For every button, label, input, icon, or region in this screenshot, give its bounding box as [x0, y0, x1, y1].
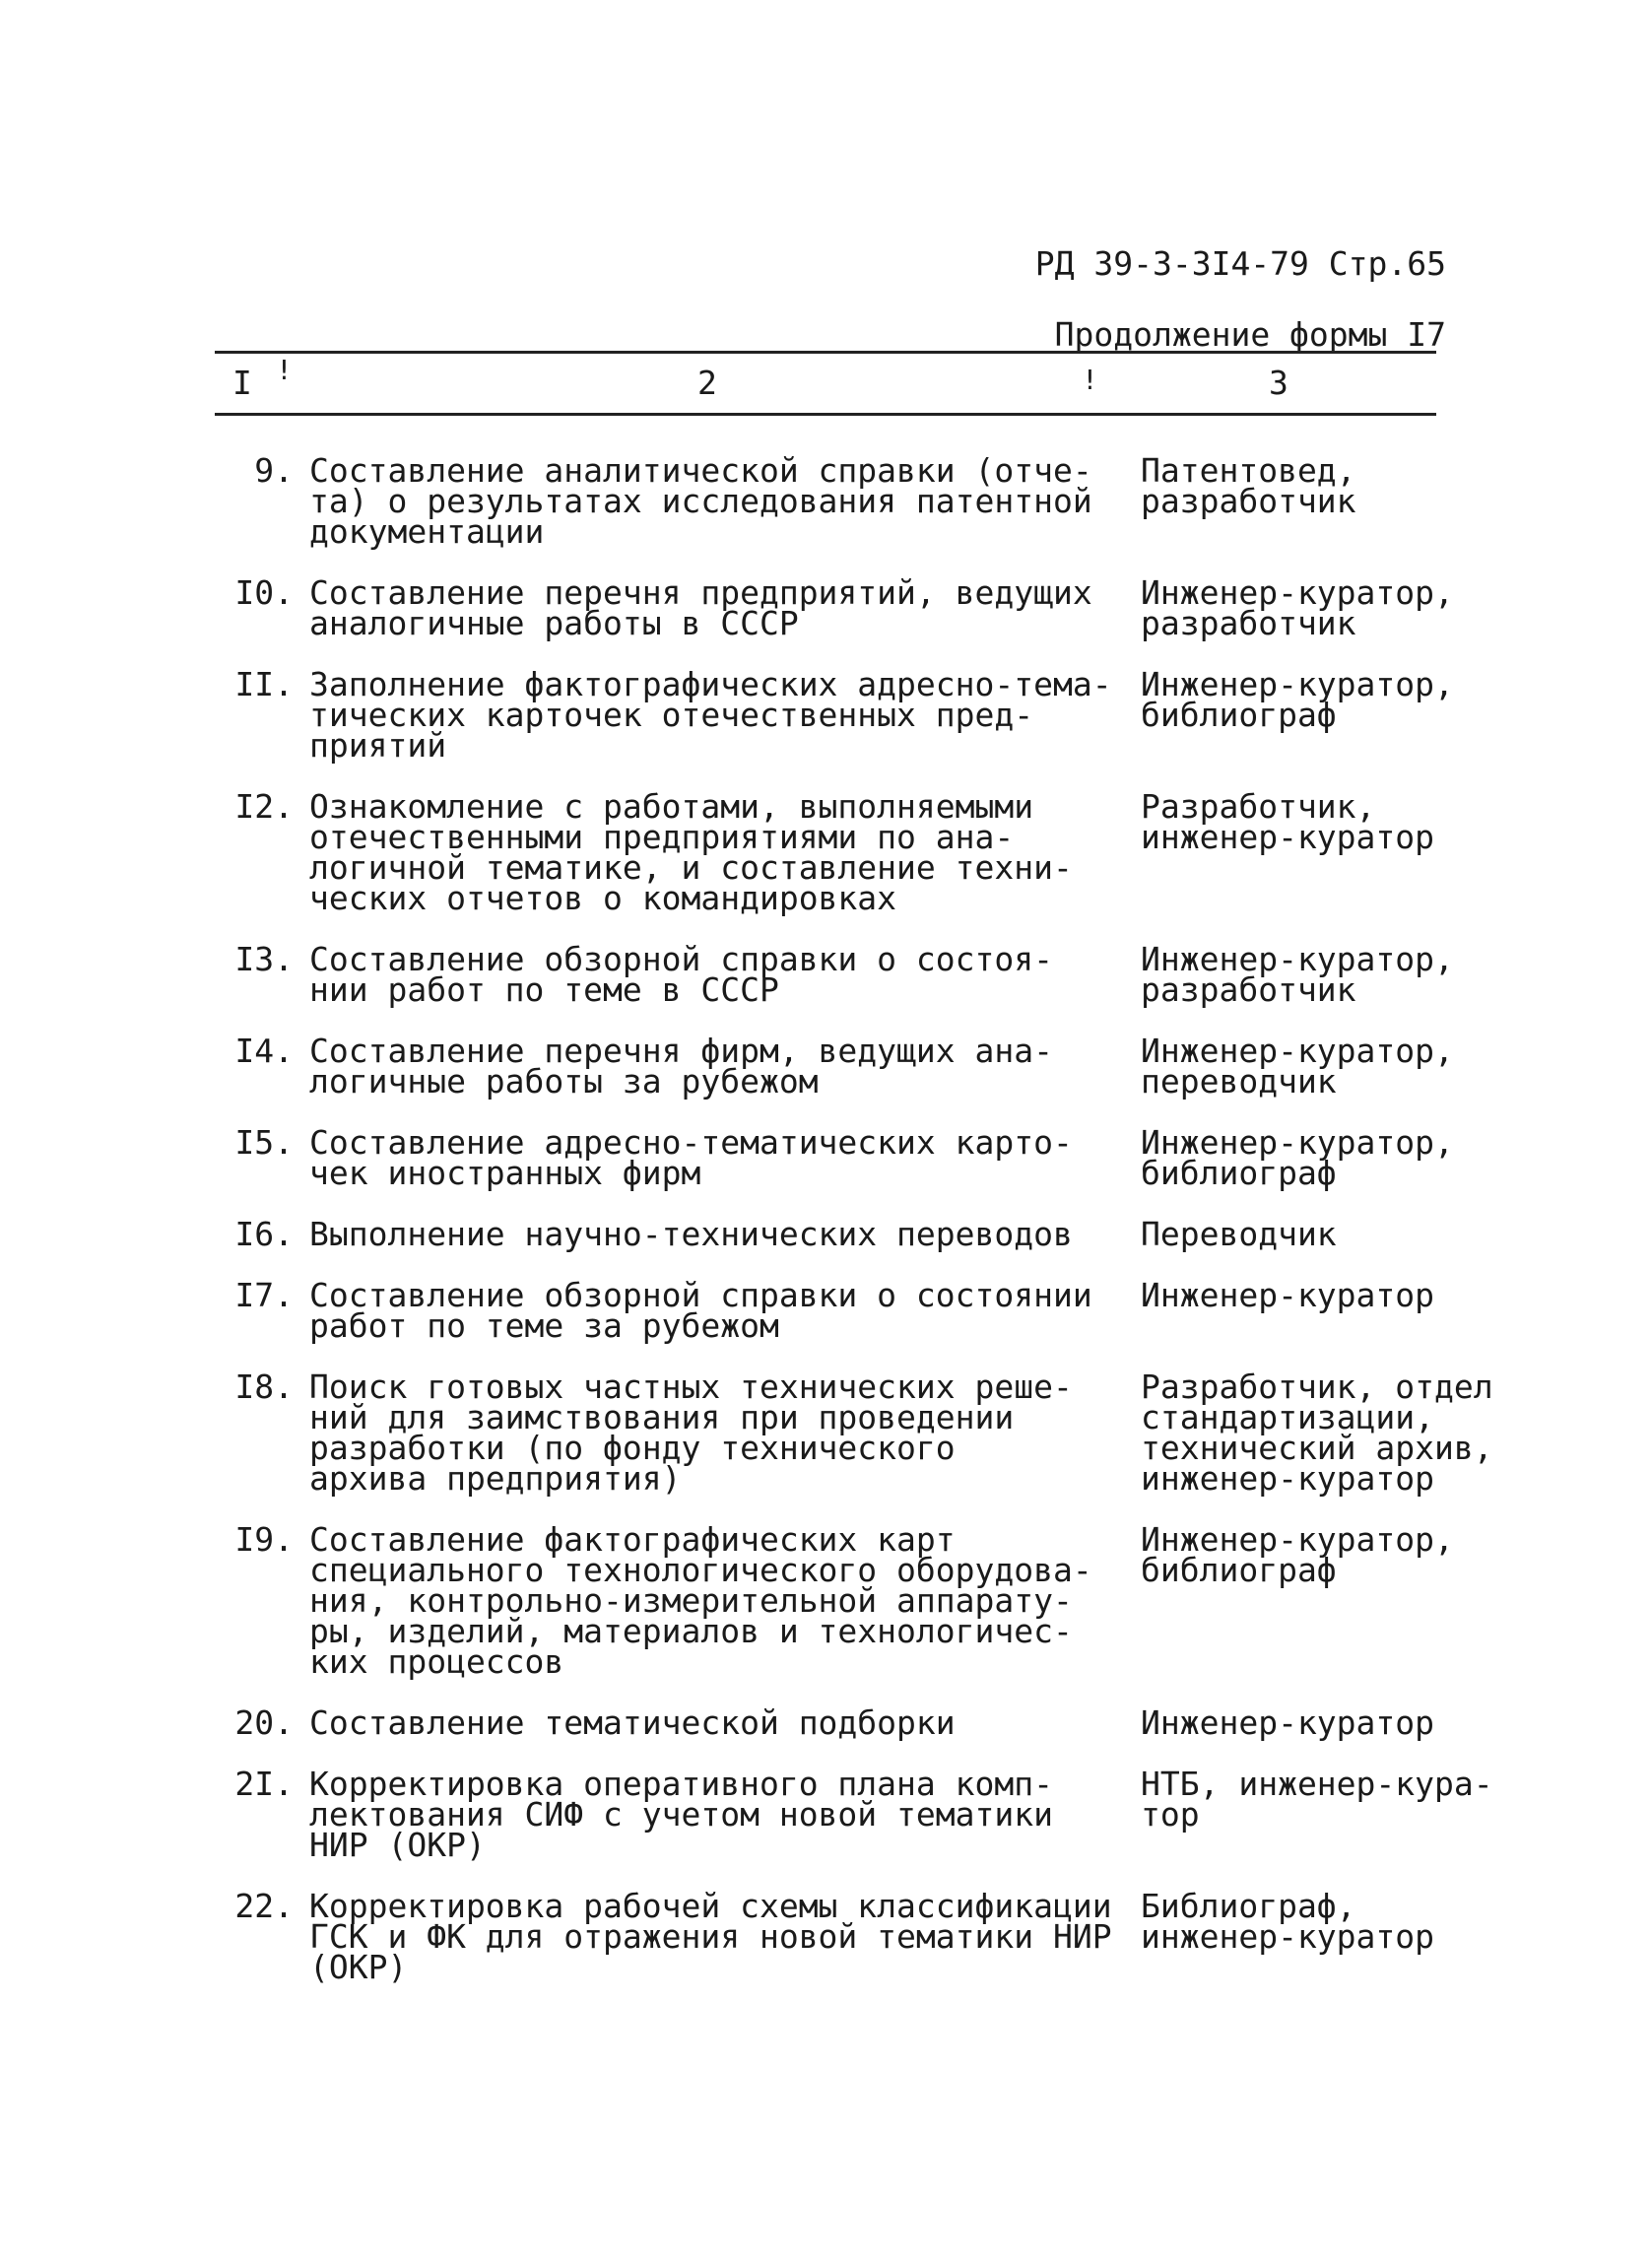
column-separator: !: [276, 354, 293, 386]
executor: Разработчик, отдел стандартизации, технический архив, инженер-куратор: [1141, 1367, 1493, 1498]
row-number: 22.: [234, 1887, 294, 1925]
executor: Инженер-куратор, разработчик: [1141, 573, 1454, 642]
work-description: Составление адресно-тематических карто- чек иностранных фирм: [309, 1123, 1073, 1192]
row-number: 2I.: [234, 1765, 294, 1803]
executor: НТБ, инженер-кура- тор: [1141, 1765, 1493, 1834]
executor: Инженер-куратор, переводчик: [1141, 1032, 1454, 1101]
row-number: 9.: [254, 451, 294, 490]
row-number: I0.: [234, 573, 294, 612]
work-description: Составление аналитической справки (отче- та) о результатах исследования патентной документации: [309, 451, 1092, 551]
table-row: [215, 1215, 1495, 1253]
work-description: Выполнение научно-технических переводов: [309, 1215, 1073, 1253]
column-header-3: 3: [1269, 364, 1288, 402]
row-number: I9.: [234, 1520, 294, 1559]
work-description: Составление перечня предприятий, ведущих аналогичные работы в СССР: [309, 573, 1092, 642]
executor: Инженер-куратор, библиограф: [1141, 665, 1454, 734]
row-number: I7.: [234, 1276, 294, 1314]
row-number: I4.: [234, 1032, 294, 1070]
work-description: Ознакомление с работами, выполняемыми отечественными предприятиями по ана- логичной тематике, и составление техни- ческих отчетов о командировках: [309, 787, 1073, 917]
work-description: Составление фактографических карт специального технологического оборудова- ния, контрольно-измерительной аппарату- ры, изделий, материалов и технологичес- ких процессов: [309, 1520, 1092, 1681]
executor: Разработчик, инженер-куратор: [1141, 787, 1435, 856]
work-description: Составление тематической подборки: [309, 1703, 956, 1742]
table-row: [215, 1765, 1495, 1864]
executor: Инженер-куратор: [1141, 1703, 1435, 1742]
column-header-2: 2: [697, 364, 717, 402]
executor: Переводчик: [1141, 1215, 1337, 1253]
table-row: [215, 1123, 1495, 1192]
row-number: I2.: [234, 787, 294, 826]
row-number: I3.: [234, 940, 294, 978]
form-continuation-label: Продолжение формы I7: [1054, 315, 1446, 354]
row-number: I5.: [234, 1123, 294, 1162]
row-number: I6.: [234, 1215, 294, 1253]
column-header-1: I: [232, 364, 252, 402]
executor: Инженер-куратор, библиограф: [1141, 1123, 1454, 1192]
table-row: [215, 940, 1495, 1009]
table-header: [215, 351, 1436, 416]
table-row: [215, 1032, 1495, 1101]
document-reference: РД 39-3-3I4-79 Стр.65: [1034, 244, 1446, 283]
row-number: II.: [234, 665, 294, 703]
executor: Инженер-куратор: [1141, 1276, 1435, 1314]
page-header: [1035, 229, 1446, 370]
table-row: [215, 573, 1495, 642]
work-description: Составление перечня фирм, ведущих ана- логичные работы за рубежом: [309, 1032, 1053, 1101]
table-row: [215, 787, 1495, 917]
work-description: Составление обзорной справки о состоянии работ по теме за рубежом: [309, 1276, 1092, 1345]
table-row: [215, 451, 1495, 551]
work-description: Заполнение фактографических адресно-тема- тических карточек отечественных пред- приятий: [309, 665, 1112, 765]
table-row: [215, 1887, 1495, 1986]
row-number: 20.: [234, 1703, 294, 1742]
row-number: I8.: [234, 1367, 294, 1406]
table-row: [215, 1703, 1495, 1742]
table-row: [215, 665, 1495, 765]
executor: Инженер-куратор, разработчик: [1141, 940, 1454, 1009]
table-row: [215, 1276, 1495, 1345]
work-description: Корректировка рабочей схемы классификации ГСК и ФК для отражения новой тематики НИР (ОКР): [309, 1887, 1112, 1986]
work-description: Корректировка оперативного плана комп- лектования СИФ с учетом новой тематики НИР (ОКР): [309, 1765, 1053, 1864]
executor: Библиограф, инженер-куратор: [1141, 1887, 1435, 1956]
table-body: [215, 451, 1495, 2013]
column-separator: !: [1082, 364, 1098, 396]
table-row: [215, 1367, 1495, 1498]
table-row: [215, 1520, 1495, 1681]
executor: Инженер-куратор, библиограф: [1141, 1520, 1454, 1589]
work-description: Составление обзорной справки о состоя- нии работ по теме в СССР: [309, 940, 1053, 1009]
executor: Патентовед, разработчик: [1141, 451, 1356, 520]
work-description: Поиск готовых частных технических реше- ний для заимствования при проведении разработки (по фонду технического архива предприятия): [309, 1367, 1073, 1498]
